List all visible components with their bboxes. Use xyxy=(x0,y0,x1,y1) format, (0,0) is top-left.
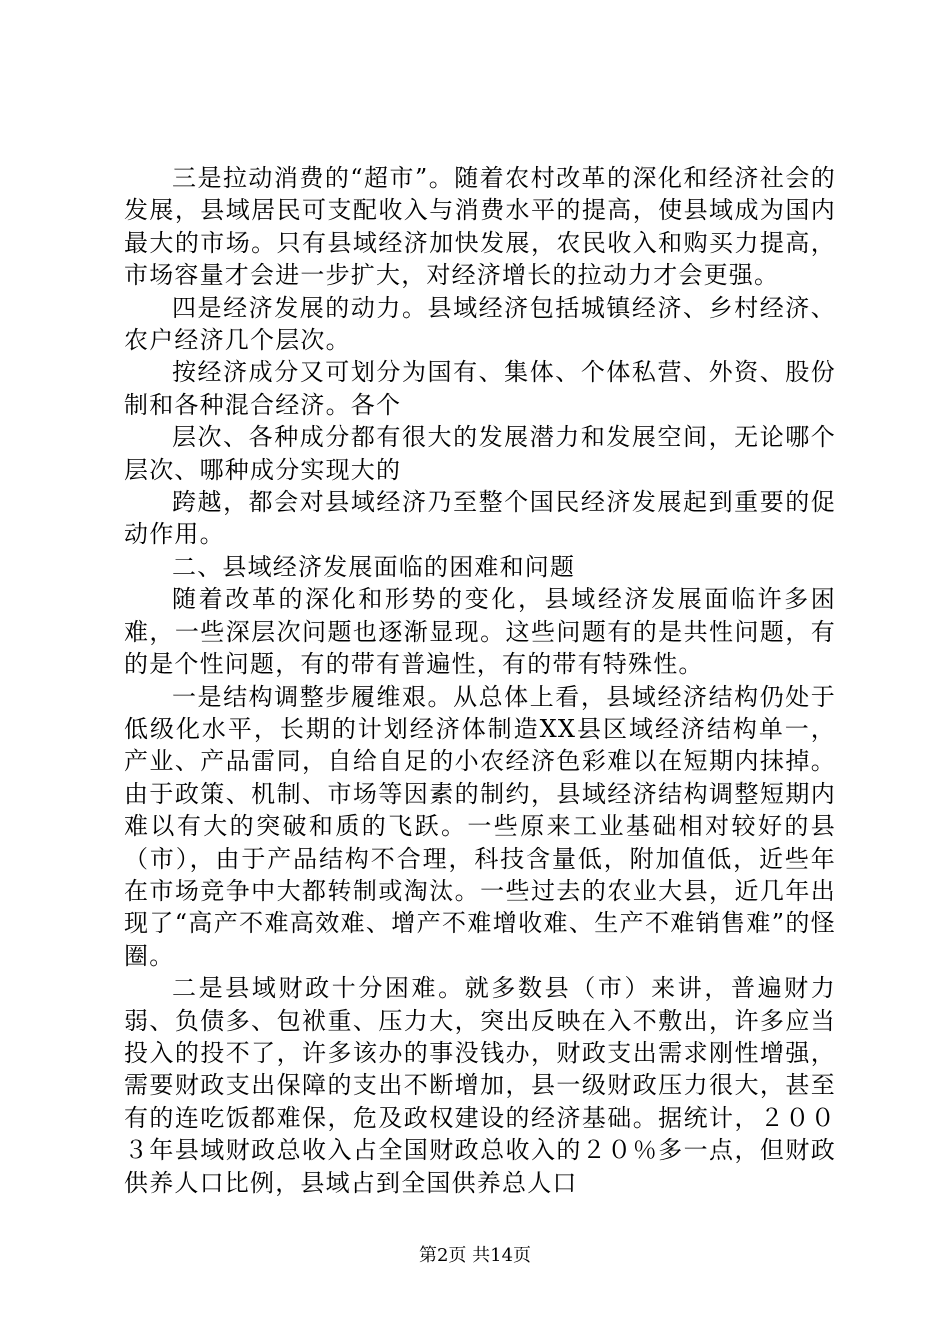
page-footer: 第2页 共14页 xyxy=(418,1245,532,1266)
paragraph: 随着改革的深化和形势的变化，县域经济发展面临许多困难，一些深层次问题也逐渐显现。这些问题有的是共性问题，有的是个性问题，有的带有普遍性，有的带有特殊性。 xyxy=(124,585,836,679)
paragraph: 层次、各种成分都有很大的发展潜力和发展空间，无论哪个层次、哪种成分实现大的 xyxy=(124,423,836,484)
body-text xyxy=(124,162,836,1199)
paragraph: 二是县域财政十分困难。就多数县（市）来讲，普遍财力弱、负债多、包袱重、压力大，突出反映在入不敷出，许多应当投入的投不了，许多该办的事没钱办，财政支出需求刚性增强，需要财政支出保障的支出不断增加，县一级财政压力很大，甚至有的连吃饭都难保，危及政权建设的经济基础。据统计，２００３年县域财政总收入占全国财政总收入的２０％多一点，但财政供养人口比例，县域占到全国供养总人口 xyxy=(124,974,836,1197)
section-heading: 二、县域经济发展面临的困难和问题 xyxy=(172,552,576,581)
paragraph: 按经济成分又可划分为国有、集体、个体私营、外资、股份制和各种混合经济。各个 xyxy=(124,358,836,419)
paragraph: 三是拉动消费的“超市”。随着农村改革的深化和经济社会的发展，县域居民可支配收入与消费水平的提高，使县域成为国内最大的市场。只有县域经济加快发展，农民收入和购买力提高，市场容量才会进一步扩大，对经济增长的拉动力才会更强。 xyxy=(124,164,836,290)
paragraph: 一是结构调整步履维艰。从总体上看，县域经济结构仍处于低级化水平，长期的计划经济体制造XX县区域经济结构单一，产业、产品雷同，自给自足的小农经济色彩难以在短期内抹掉。由于政策、机制、市场等因素的制约，县域经济结构调整短期内难以有大的突破和质的飞跃。一些原来工业基础相对较好的县（市），由于产品结构不合理，科技含量低，附加值低，近些年在市场竞争中大都转制或淘汰。一些过去的农业大县，近几年出现了“高产不难高效难、增产不难增收难、生产不难销售难”的怪圈。 xyxy=(124,682,836,970)
paragraph: 跨越，都会对县域经济乃至整个国民经济发展起到重要的促动作用。 xyxy=(124,488,836,549)
paragraph: 四是经济发展的动力。县域经济包括城镇经济、乡村经济、农户经济几个层次。 xyxy=(124,293,836,355)
